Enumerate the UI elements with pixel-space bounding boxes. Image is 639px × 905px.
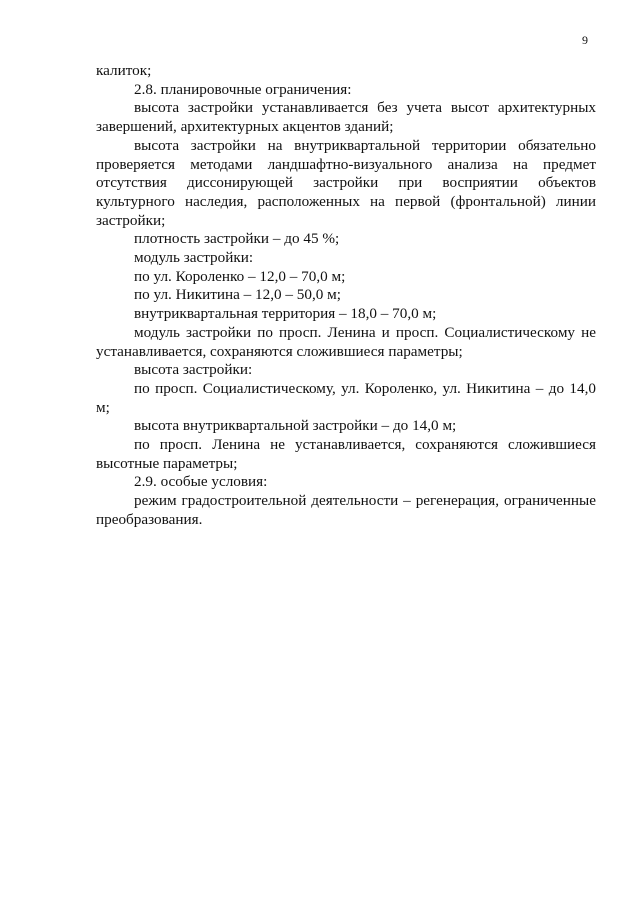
paragraph: высота застройки:: [134, 361, 253, 379]
paragraph: по ул. Никитина – 12,0 – 50,0 м;: [134, 286, 342, 304]
paragraph: 2.9. особые условия:: [134, 473, 268, 491]
page-number: 9: [582, 33, 588, 47]
paragraph: высота застройки устанавливается без учета высот архитектурных завершений, архитектурных акцентов зданий;: [96, 99, 596, 136]
paragraph: по просп. Социалистическому, ул. Короленко, ул. Никитина – до 14,0 м;: [96, 379, 596, 416]
document-body: [96, 62, 596, 530]
paragraph: высота внутриквартальной застройки – до 14,0 м;: [134, 417, 457, 435]
paragraph: высота застройки на внутриквартальной территории обязательно проверяется методами ландшафтно-визуального анализа на предмет отсутствия диссонирующей застройки при восприятии объектов культурного наследия, расположенных на первой (фронтальной) линии застройки;: [96, 136, 596, 229]
paragraph: режим градостроительной деятельности – регенерация, ограниченные преобразования.: [96, 492, 596, 528]
paragraph: по ул. Короленко – 12,0 – 70,0 м;: [134, 267, 346, 285]
paragraph: внутриквартальная территория – 18,0 – 70,0 м;: [134, 305, 437, 323]
paragraph: модуль застройки:: [134, 249, 254, 267]
paragraph: 2.8. планировочные ограничения:: [134, 80, 352, 98]
paragraph: модуль застройки по просп. Ленина и просп. Социалистическому не устанавливается, сохраняются сложившиеся параметры;: [96, 323, 596, 360]
paragraph: калиток;: [96, 62, 152, 79]
paragraph: по просп. Ленина не устанавливается, сохраняются сложившиеся высотные параметры;: [96, 436, 596, 472]
paragraph: плотность застройки – до 45 %;: [134, 230, 340, 248]
